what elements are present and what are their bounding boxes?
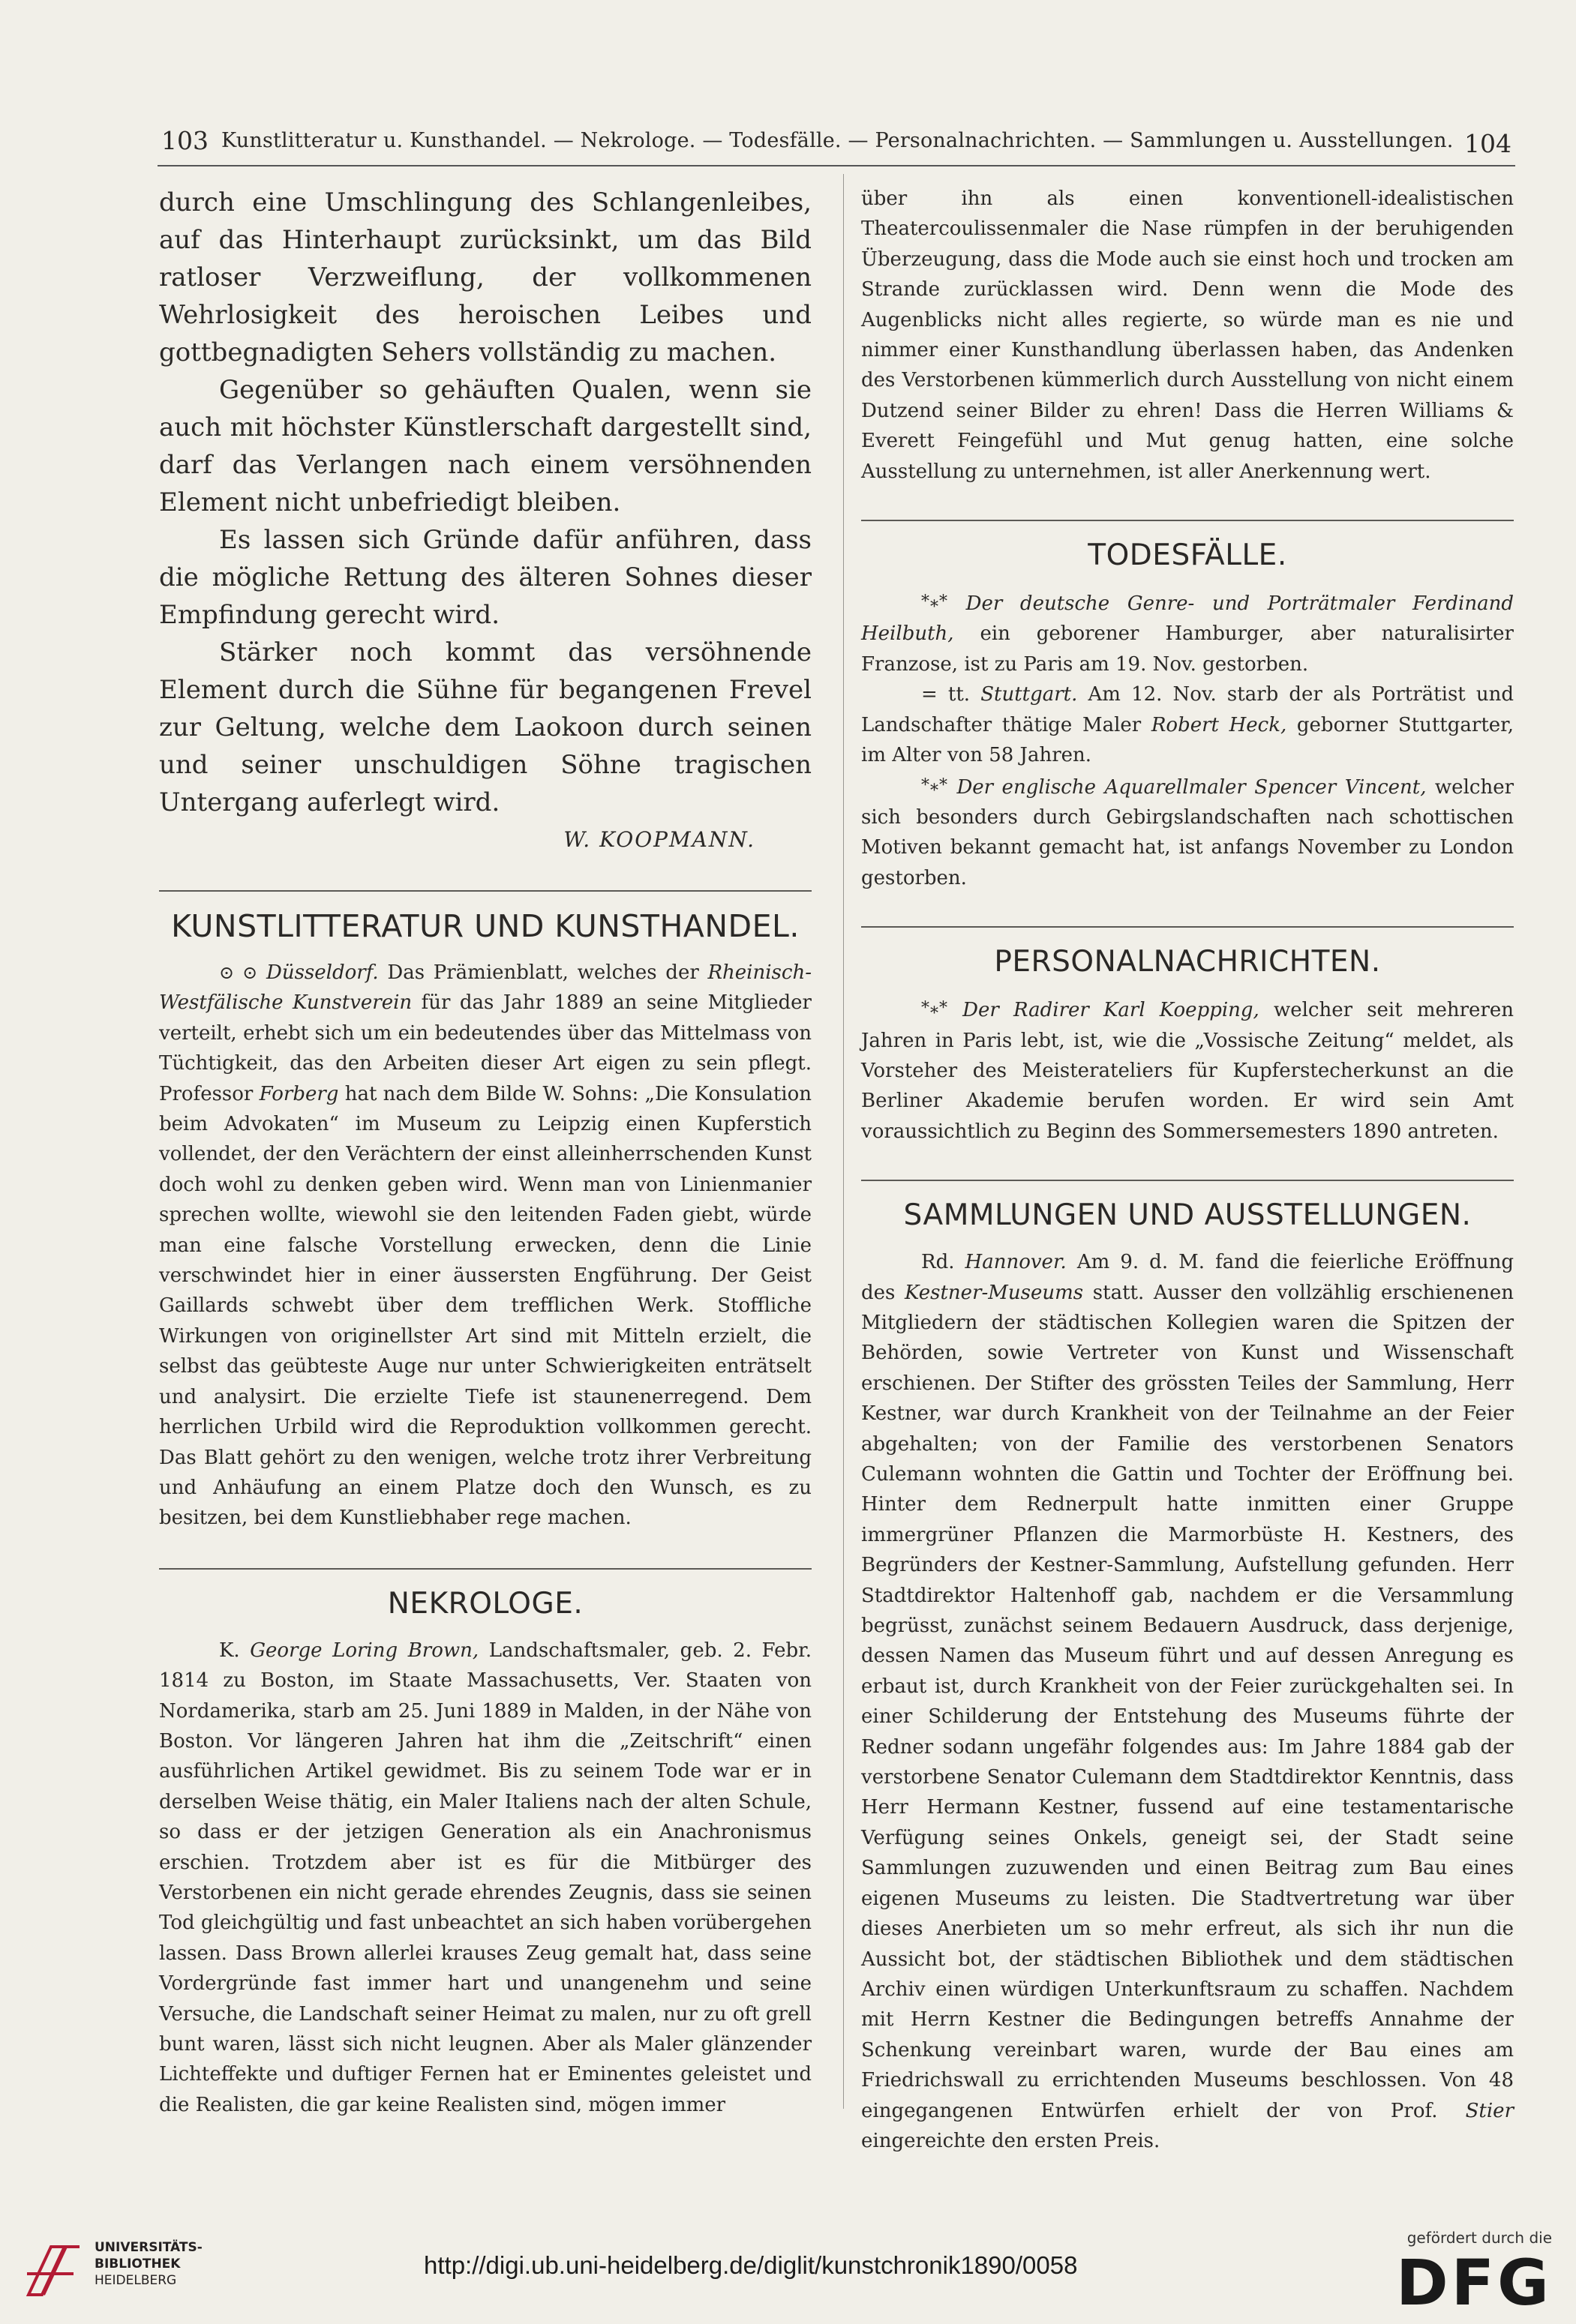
left-column — [159, 184, 812, 2120]
section-heading-personalnachrichten: PERSONALNACHRICHTEN. — [994, 945, 1381, 979]
asterism-mark: *⁎* — [921, 999, 948, 1018]
right-column — [861, 184, 1514, 2156]
library-name: UNIVERSITÄTS- BIBLIOTHEK HEIDELBERG — [95, 2240, 203, 2288]
running-header — [161, 120, 1511, 165]
intro-paragraph: Stärker noch kommt das versöhnende Element durch die Sühne für begangenen Frevel zur Geltung, welche dem Laokoon durch seinen und seiner unschuldigen Söhne tragischen Untergang auferlegt wird. — [159, 637, 812, 817]
place-name: Düsseldorf. — [266, 961, 379, 984]
running-title: Kunstlitteratur u. Kunsthandel. — Nekrologe. — Todesfälle. — Personalnachrichten. — Sammlungen u. Ausstellungen. — [221, 129, 1454, 152]
section-rule — [861, 926, 1514, 928]
asterism-mark: *⁎* — [921, 592, 948, 612]
nekrolog-paragraph: K. George Loring Brown, Landschaftsmaler, geb. 2. Febr. 1814 zu Boston, im Staate Massachusetts, Ver. Staaten von Nordamerika, starb am 25. Juni 1889 in Malden, in der Nähe von Boston. Vor längeren Jahren hat ihm die „Zeitschrift“ einen ausführlichen Artikel gewidmet. Bis zu seinem Tode war er in derselben Weise thätig, ein Maler Italiens nach der alten Schule, so dass er der jetzigen Generation als ein Anachronismus erschien. Trotzdem aber ist es für die Mitbürger des Verstorbenen ein nicht gerade ehrendes Zeugnis, dass sie seinen Tod gleichgültig und fast unbeachtet an sich haben vorübergehen lassen. Dass Brown allerlei krauses Zeug gemalt hat, dass seine Vordergründe fast immer hart und unangenehm und seine Versuche, die Landschaft seiner Heimat zu malen, nur zu oft grell bunt waren, lässt sich nicht leugnen. Aber als Maler glänzender Lichteffekte und duftiger Fernen hat er Eminentes geleistet und die Realisten, die gar keine Realisten sind, mögen immer — [159, 1639, 812, 2116]
section-heading-todesfaelle: TODESFÄLLE. — [1088, 538, 1287, 573]
museum-name: Kestner-Museums — [905, 1281, 1084, 1304]
asterism-mark: *⁎* — [921, 775, 948, 795]
article-signature: W. KOOPMANN. — [563, 827, 755, 852]
person-name: Robert Heck, — [1151, 713, 1287, 736]
column-divider — [843, 174, 844, 2109]
section-rule — [159, 1568, 812, 1570]
permalink-url[interactable]: http://digi.ub.uni-heidelberg.de/diglit/kunstchronik1890/0058 — [424, 2251, 1078, 2279]
person-name: George Loring Brown, — [250, 1639, 479, 1662]
intro-paragraph: Gegenüber so gehäuften Qualen, wenn sie auch mit höchster Künstlerschaft dargestellt sind, darf das Verlangen nach einem versöhnenden Element nicht unbefriedigt bleiben. — [159, 375, 812, 517]
funding-caption: gefördert durch die — [1406, 2229, 1552, 2247]
author-mark: = tt. — [921, 683, 971, 706]
section-heading-kunstlitteratur: KUNSTLITTERATUR UND KUNSTHANDEL. — [171, 908, 800, 944]
place-name: Hannover. — [965, 1251, 1067, 1274]
obituary-entry: = tt. Stuttgart. Am 12. Nov. starb der als Porträtist und Landschafter thätige Maler Robert Heck, geborner Stuttgarter, im Alter von 58 Jahren. — [861, 683, 1514, 767]
place-name: Stuttgart. — [980, 683, 1078, 706]
person-name: Stier — [1465, 2099, 1514, 2122]
page-number-left: 103 — [161, 126, 209, 155]
obituary-entry: *⁎* Der englische Aquarellmaler Spencer Vincent, welcher sich besonders durch Gebirgslandschaften nach schottischen Motiven bekannt gemacht hat, ist anfangs November zu London gestorben. — [861, 775, 1514, 889]
sammlungen-paragraph: Rd. Hannover. Am 9. d. M. fand die feierliche Eröffnung des Kestner-Museums statt. Ausser den vollzählig erschienenen Mitgliedern der städtischen Kollegien waren die Spitzen der Behörden, sowie Vertreter von Kunst und Wissenschaft erschienen. Der Stifter des grössten Teiles der Sammlung, Herr Kestner, war durch Krankheit von der Teilnahme an der Feier abgehalten; von der Familie des verstorbenen Senators Culemann wohnten die Gattin und Tochter der Eröffnung bei. Hinter dem Rednerpult hatte inmitten einer Gruppe immergrüner Pflanzen die Marmorbüste H. Kestners, des Begründers der Kestner-Sammlung, Aufstellung gefunden. Herr Stadtdirektor Haltenhoff gab, nachdem er die Versammlung begrüsst, zunächst seinem Bedauern Ausdruck, dass derjenige, dessen Namen das Museum führt und auf dessen Anregung es erbaut ist, durch Krankheit von der Feier zurückgehalten sei. In einer Schilderung der Entstehung des Museums führte der Redner sodann ungefähr folgendes aus: Im Jahre 1884 gab der verstorbene Senator Culemann dem Stadtdirektor Kenntnis, dass Herr Hermann Kestner, fussend auf eine testamentarische Verfügung seines Onkels, geneigt sei, der Stadt seine Sammlungen zuzuwenden und einen Beitrag zum Bau eines eigenen Museums zu leisten. Die Stadtvertretung war über dieses Anerbieten um so mehr erfreut, als sich ihr nun die Aussicht bot, der städtischen Bibliothek und dem städtischen Archiv einen würdigen Unterkunftsraum zu schaffen. Nachdem mit Herrn Kestner die Bedingungen betreffs Annahme der Schenkung vereinbart waren, wurde der Bau eines am Friedrichswall zu errichtenden Museums beschlossen. Von 48 eingegangenen Entwürfen erhielt der von Prof. Stier eingereichte den ersten Preis. — [861, 1251, 1514, 2152]
section-rule — [861, 1180, 1514, 1181]
society-name: Rheinisch-Westfälische Kunstverein — [159, 961, 812, 1015]
library-logo-icon — [21, 2236, 89, 2304]
header-rule — [158, 165, 1515, 166]
obituary-entry: *⁎* Der deutsche Genre- und Porträtmaler Ferdinand Heilbuth, ein geborener Hamburger, aber naturalisirter Franzose, ist zu Paris am 19. Nov. gestorben. — [861, 592, 1514, 676]
digitization-footer — [0, 2220, 1576, 2324]
intro-paragraph: Es lassen sich Gründe dafür anführen, dass die mögliche Rettung des älteren Sohnes dieser Empfindung gerecht wird. — [159, 525, 812, 630]
section-rule — [861, 520, 1514, 521]
kunsthandel-paragraph: ⊙ ⊙ Düsseldorf. Das Prämienblatt, welches der Rheinisch-Westfälische Kunstverein für das Jahr 1889 an seine Mitglieder verteilt, erhebt sich um ein bedeutendes über das Mittelmass von Tüchtigkeit, das den Arbeiten dieser Art eigen zu sein pflegt. Professor Forberg hat nach dem Bilde W. Sohns: „Die Konsulation beim Advokaten“ im Museum zu Leipzig einen Kupferstich vollendet, der den Verächtern der einst alleinherrschenden Kunst doch wohl zu denken geben wird. Wenn man von Linienmanier sprechen wollte, wiewohl sie den leitenden Faden giebt, würde man eine falsche Vorstellung erwecken, denn die Linie verschwindet hier in einer äussersten Engführung. Der Geist Gaillards schwebt über dem trefflichen Werk. Stoffliche Wirkungen von originellster Art sind mit Mitteln erzielt, die selbst das geübteste Auge nur unter Schwierigkeiten enträtselt und analysirt. Die erzielte Tiefe ist staunenerregend. Dem herrlichen Urbild wird die Reproduktion vollkommen gerecht. Das Blatt gehört zu den wenigen, welche trotz ihrer Verbreitung und Anhäufung an einem Platze doch den Wunsch, es zu besitzen, bei dem Kunstliebhaber rege machen. — [159, 961, 812, 1530]
section-heading-nekrologe: NEKROLOGE. — [387, 1586, 584, 1621]
intro-paragraph: durch eine Umschlingung des Schlangenleibes, auf das Hinterhaupt zurücksinkt, um das Bild ratloser Verzweiflung, der vollkommenen Wehrlosigkeit des heroischen Leibes und gottbegnadigten Sehers vollständig zu machen. — [159, 187, 812, 367]
continued-paragraph: über ihn als einen konventionell-idealistischen Theatercoulissenmaler die Nase rümpfen in der beruhigenden Überzeugung, dass die Mode auch sie einst hoch und trocken am Strande zurücklassen wird. Denn wenn die Mode des Augenblicks nicht alles regierte, so würde man es nie und nimmer einer Kunsthandlung überlassen haben, das Andenken des Verstorbenen kümmerlich durch Ausstellung von nicht einem Dutzend seiner Bilder zu ehren! Dass die Herren Williams & Everett Feingefühl und Mut genug hatten, eine solche Ausstellung zu unternehmen, ist aller Anerkennung wert. — [861, 187, 1514, 483]
section-rule — [159, 890, 812, 892]
artist-name: Forberg — [259, 1082, 339, 1105]
section-mark: ⊙ ⊙ — [219, 962, 258, 983]
section-heading-sammlungen: SAMMLUNGEN UND AUSSTELLUNGEN. — [903, 1198, 1472, 1233]
dfg-logo: DFG — [1395, 2246, 1552, 2320]
personal-entry: *⁎* Der Radirer Karl Koepping, welcher seit mehreren Jahren in Paris lebt, ist, wie die „Vossische Zeitung“ meldet, als Vorsteher des Meisterateliers für Kupferstecherkunst an die Berliner Akademie berufen worden. Er wird sein Amt voraussichtlich zu Beginn des Sommersemesters 1890 antreten. — [861, 999, 1514, 1143]
author-mark: Rd. — [921, 1251, 955, 1274]
page-number-right: 104 — [1464, 129, 1511, 158]
author-mark: K. — [219, 1639, 240, 1662]
